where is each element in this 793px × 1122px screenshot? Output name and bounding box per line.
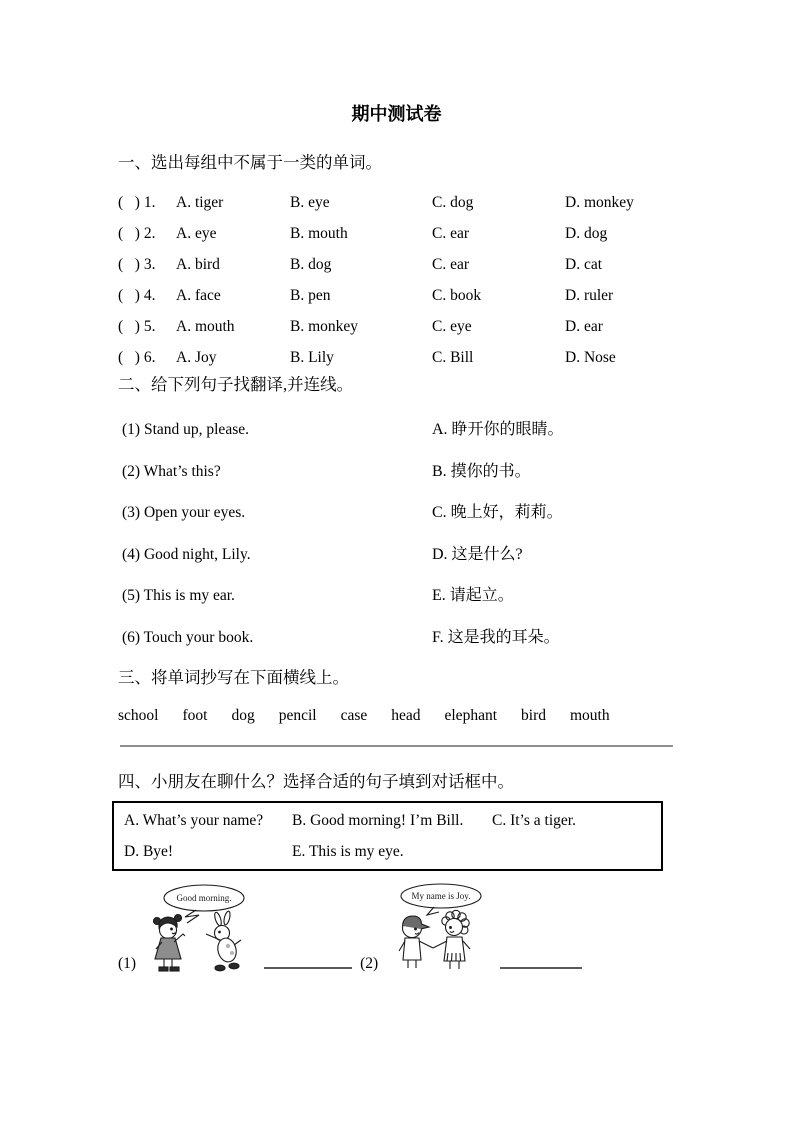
q5-option-a: A. mouth: [176, 318, 235, 335]
q3-option-a: A. bird: [176, 256, 220, 273]
q6-option-d: D. Nose: [565, 349, 616, 366]
q1-option-c: C. dog: [432, 194, 474, 211]
q3-option-b: B. dog: [290, 256, 332, 273]
q2-option-b: B. mouth: [290, 225, 348, 242]
copy-writing-line: [120, 745, 673, 747]
match-translation-c: C. 晚上好，莉莉。: [432, 504, 563, 521]
q5-bracket: ( ) 5.: [118, 318, 156, 335]
option-c: C. It’s a tiger.: [492, 811, 576, 829]
section-one-table: [118, 187, 793, 373]
option-b: B. Good morning! I’m Bill.: [292, 811, 464, 829]
match-translation-b: B. 摸你的书。: [432, 462, 531, 480]
option-d: D. Bye!: [124, 842, 174, 860]
section-two-matching: [122, 422, 793, 646]
q1-option-d: D. monkey: [565, 194, 634, 211]
q3-option-c: C. ear: [432, 256, 470, 273]
match-translation-a: A. 睁开你的眼睛。: [432, 421, 564, 438]
dialog-2-bubble-text: My name is Joy.: [411, 890, 471, 901]
q4-option-d: D. ruler: [565, 287, 614, 304]
q5-option-c: C. eye: [432, 318, 472, 335]
q6-bracket: ( ) 6.: [118, 349, 156, 366]
q2-option-d: D. dog: [565, 225, 608, 242]
match-sentence-3: (3) Open your eyes.: [122, 504, 246, 521]
match-sentence-6: (6) Touch your book.: [122, 628, 254, 646]
copy-word: mouth: [569, 706, 610, 724]
section-four-heading: 四、小朋友在聊什么？选择合适的句子填到对话框中。: [118, 771, 514, 791]
page-title: 期中测试卷: [351, 104, 442, 125]
q1-option-b: B. eye: [290, 194, 330, 211]
match-translation-d: D. 这是什么?: [432, 545, 523, 563]
q1-option-a: A. tiger: [176, 194, 224, 211]
copy-word: case: [340, 706, 368, 724]
q2-option-a: A. eye: [176, 225, 217, 242]
match-sentence-4: (4) Good night, Lily.: [122, 545, 251, 563]
match-sentence-1: (1) Stand up, please.: [122, 421, 249, 438]
copy-word: dog: [231, 706, 255, 724]
option-a: A. What’s your name?: [124, 811, 264, 829]
copy-words-list: [118, 708, 793, 724]
copy-word: head: [391, 706, 421, 724]
q6-option-c: C. Bill: [432, 349, 474, 366]
section-three-heading: 三、将单词抄写在下面横线上。: [118, 667, 349, 687]
copy-word: foot: [182, 706, 208, 724]
match-translation-e: E. 请起立。: [432, 587, 514, 604]
q6-option-b: B. Lily: [290, 349, 334, 366]
q5-option-b: B. monkey: [290, 318, 359, 335]
dialog-2-illustration-boy-and-girl: [384, 883, 484, 975]
dialog-1-bubble-text: Good morning.: [176, 892, 232, 903]
q1-bracket: ( ) 1.: [118, 194, 156, 211]
dialog-1-illustration-girl-and-rabbit: [142, 883, 250, 975]
q6-option-a: A. Joy: [176, 349, 217, 366]
copy-word: school: [118, 706, 159, 724]
answer-blank-1: [264, 967, 352, 969]
dialog-1-label: (1): [118, 954, 137, 972]
section-one-heading: 一、选出每组中不属于一类的单词。: [118, 153, 382, 172]
copy-word: pencil: [278, 706, 317, 724]
match-sentence-2: (2) What’s this?: [122, 462, 221, 480]
copy-word: elephant: [444, 706, 498, 724]
copy-word: bird: [521, 706, 546, 724]
option-e: E. This is my eye.: [292, 842, 404, 860]
options-row-1: [124, 813, 651, 829]
q4-option-a: A. face: [176, 287, 221, 304]
match-sentence-5: (5) This is my ear.: [122, 587, 235, 604]
dialog-2-label: (2): [360, 954, 379, 972]
q3-option-d: D. cat: [565, 256, 603, 273]
answer-blank-2: [500, 967, 582, 969]
sentence-options-box: [112, 801, 663, 871]
options-row-2: [124, 844, 651, 860]
q4-bracket: ( ) 4.: [118, 287, 156, 304]
q2-bracket: ( ) 2.: [118, 225, 156, 242]
section-two-heading: 二、给下列句子找翻译,并连线。: [118, 375, 354, 394]
match-translation-f: F. 这是我的耳朵。: [432, 628, 560, 646]
q2-option-c: C. ear: [432, 225, 470, 242]
q4-option-c: C. book: [432, 287, 482, 304]
q3-bracket: ( ) 3.: [118, 256, 156, 273]
dialog-answer-row: [118, 881, 793, 975]
q4-option-b: B. pen: [290, 287, 331, 304]
q5-option-d: D. ear: [565, 318, 603, 335]
